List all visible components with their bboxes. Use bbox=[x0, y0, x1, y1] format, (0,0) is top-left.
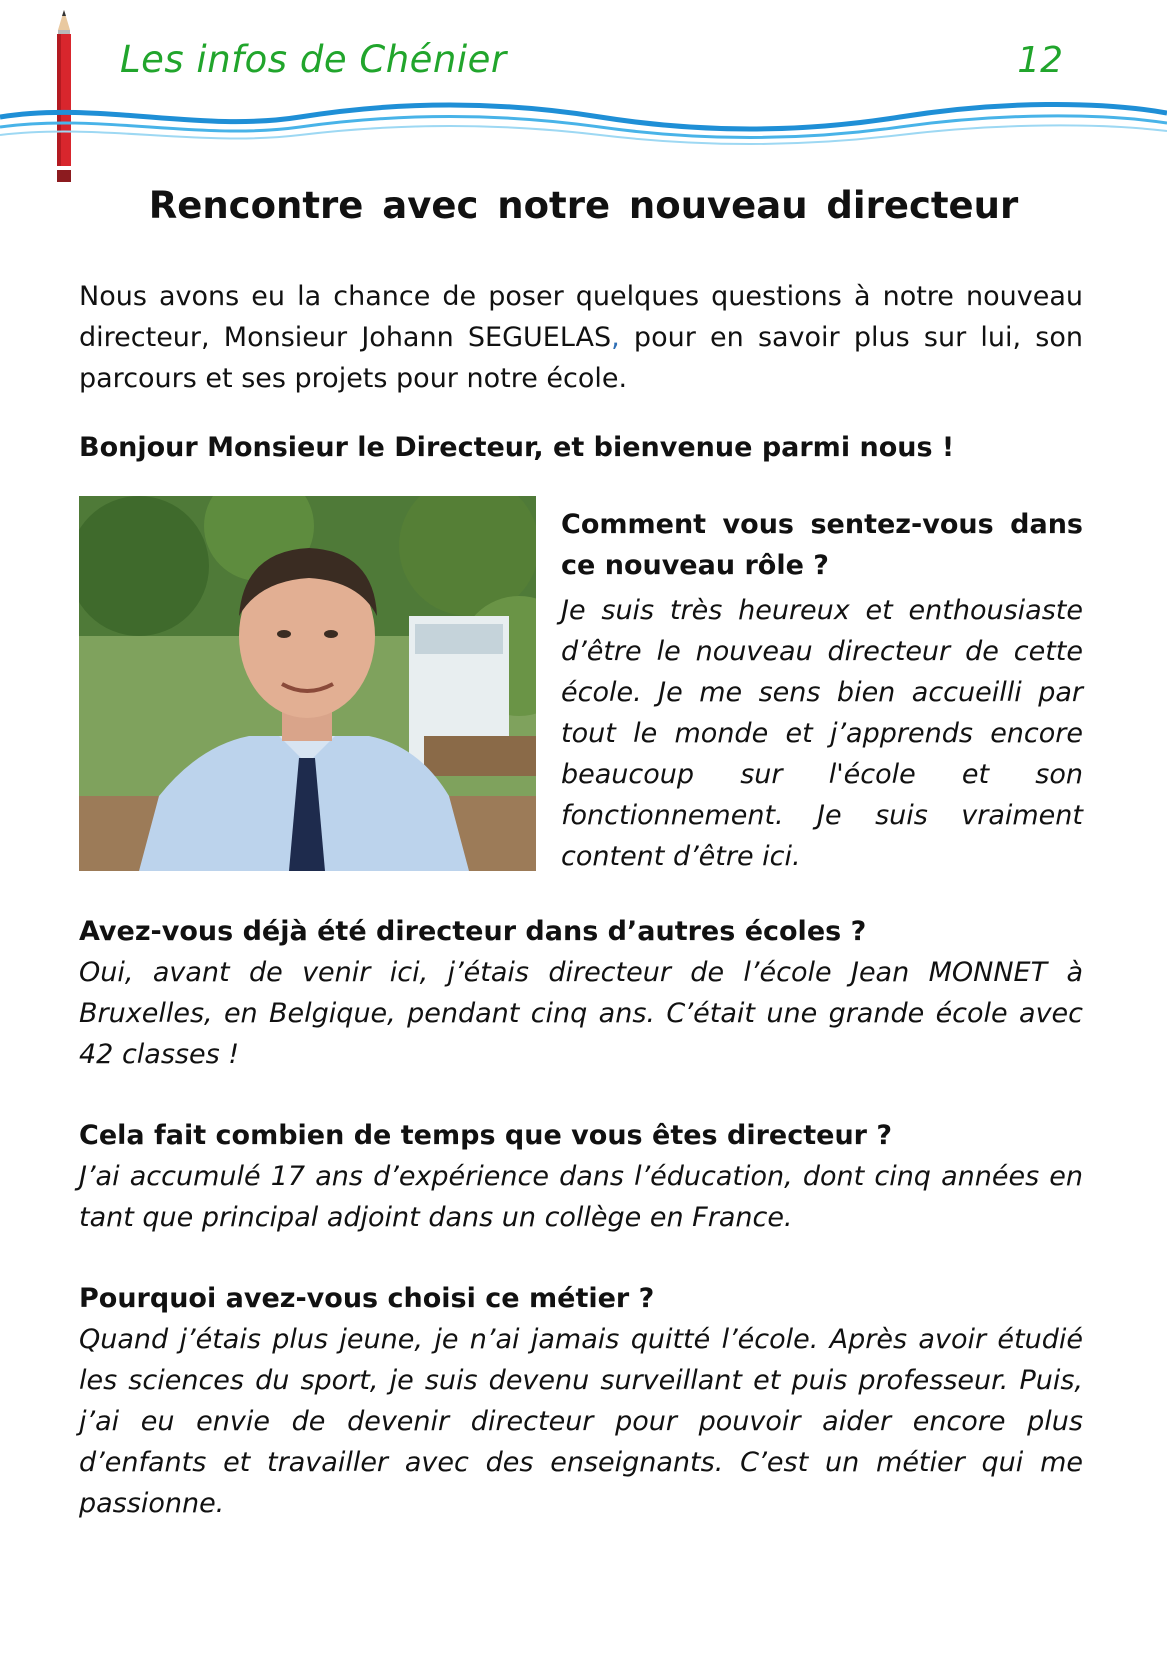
wave-divider bbox=[0, 95, 1167, 155]
intro-text-1: Nous avons eu la chance de poser quelques questions à notre nouveau directeur, Monsieur Johann SEGUELAS bbox=[79, 281, 1083, 353]
question-3: Cela fait combien de temps que vous êtes directeur ? bbox=[79, 1120, 893, 1151]
intro-text-2: pour en savoir plus sur lui, son parcours et ses projets pour notre école. bbox=[79, 322, 1083, 394]
question-1: Comment vous sentez-vous dans ce nouveau rôle ? bbox=[561, 509, 1083, 581]
answer-2: Oui, avant de venir ici, j’étais directeur de l’école Jean MONNET à Bruxelles, en Belgique, pendant cinq ans. C’était une grande école avec 42 classes ! bbox=[79, 957, 1083, 1070]
greeting: Bonjour Monsieur le Directeur, et bienvenue parmi nous ! bbox=[79, 432, 955, 463]
intro-paragraph bbox=[79, 276, 1083, 399]
article-title: Rencontre avec notre nouveau directeur bbox=[148, 184, 1019, 227]
answer-4: Quand j’étais plus jeune, je n’ai jamais quitté l’école. Après avoir étudié les sciences du sport, je suis devenu surveillant et puis professeur. Puis, j’ai eu envie de devenir directeur pour pouvoir aider encore plus d’enfants et travailler avec des enseignants. C’est un métier qui me passionne. bbox=[79, 1324, 1083, 1519]
director-photo bbox=[79, 496, 536, 871]
intro-comma: , bbox=[611, 322, 620, 353]
photo-qa-row bbox=[79, 496, 1083, 877]
page-number: 12 bbox=[1017, 40, 1063, 81]
page-header bbox=[0, 0, 1167, 190]
question-4: Pourquoi avez-vous choisi ce métier ? bbox=[79, 1283, 655, 1314]
answer-1: Je suis très heureux et enthousiaste d’être le nouveau directeur de cette école. Je me sens bien accueilli par tout le monde et j’apprends encore beaucoup sur l'école et son fonctionnement. Je suis vraiment content d’être ici. bbox=[561, 595, 1083, 872]
newsletter-title: Les infos de Chénier bbox=[120, 38, 507, 81]
qa-item-1 bbox=[561, 496, 1083, 877]
article-body bbox=[79, 276, 1083, 1524]
answer-3: J’ai accumulé 17 ans d’expérience dans l’éducation, dont cinq années en tant que principal adjoint dans un collège en France. bbox=[79, 1161, 1083, 1233]
question-2: Avez-vous déjà été directeur dans d’autres écoles ? bbox=[79, 916, 867, 947]
